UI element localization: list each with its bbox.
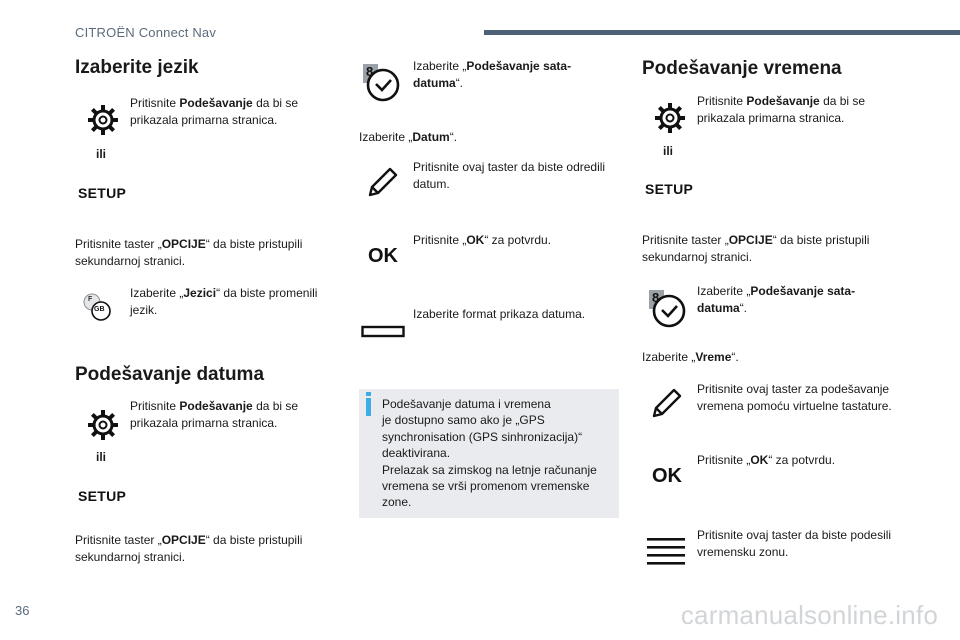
options-text: Pritisnite taster „OPCIJE“ da biste pristupili sekundarnoj stranici. xyxy=(75,533,303,564)
gear-icon xyxy=(86,408,120,442)
watermark: carmanualsonline.info xyxy=(680,600,938,630)
clock-number: 8 xyxy=(652,290,660,305)
gear-icon xyxy=(653,101,687,135)
step-settings-text: Pritisnite Podešavanje da bi se prikazala primarna stranica. xyxy=(697,94,866,125)
step-edit-date-text: Pritisnite ovaj taster da biste odredili datum. xyxy=(413,160,606,191)
step-languages-text: Izaberite „Jezici“ da biste promenili jezik. xyxy=(130,286,318,317)
step-date-text: Izaberite „Datum“. xyxy=(359,130,458,144)
section-title-time: Podešavanje vremena xyxy=(642,58,842,79)
step-time-zone-text: Pritisnite ovaj taster da biste podesili vremensku zonu. xyxy=(697,528,892,559)
or-label: ili xyxy=(96,450,107,464)
flag-gb-label: GB xyxy=(94,306,105,313)
date-format-field-icon xyxy=(361,325,405,339)
info-icon xyxy=(366,398,371,416)
options-text: Pritisnite taster „OPCIJE“ da biste pristupili sekundarnoj stranici. xyxy=(642,233,870,264)
page-number: 36 xyxy=(15,603,30,618)
flag-f-label: F xyxy=(88,296,93,303)
info-note-text: Podešavanje datuma i vremena je dostupno samo ako je „GPS synchronisation (GPS sinhronizacija)“ deaktivirana. Prelazak sa zimskog na letnje računanje vremena se vrši promenom vremenske zone. xyxy=(382,397,597,510)
section-title-date: Podešavanje datuma xyxy=(75,364,265,385)
pencil-icon xyxy=(650,386,684,420)
step-date-format-text: Izaberite format prikaza datuma. xyxy=(413,307,586,321)
pencil-icon xyxy=(366,165,400,199)
ok-button[interactable]: OK xyxy=(368,245,398,267)
setup-button[interactable]: SETUP xyxy=(78,185,127,201)
ok-button[interactable]: OK xyxy=(652,465,682,487)
or-label: ili xyxy=(663,144,674,158)
gear-icon xyxy=(86,103,120,137)
setup-button[interactable]: SETUP xyxy=(78,488,127,504)
step-edit-time-text: Pritisnite ovaj taster za podešavanje vremena pomoću virtuelne tastature. xyxy=(697,382,892,413)
menu-lines-icon xyxy=(646,536,686,566)
step-time-date-text: Izaberite „Podešavanje sata- datuma“. xyxy=(697,284,856,315)
setup-button[interactable]: SETUP xyxy=(645,181,694,197)
options-text: Pritisnite taster „OPCIJE“ da biste pristupili sekundarnoj stranici. xyxy=(75,237,303,268)
step-confirm-text: Pritisnite „OK“ za potvrdu. xyxy=(697,453,836,467)
section-title-language: Izaberite jezik xyxy=(75,57,199,78)
or-label: ili xyxy=(96,147,107,161)
running-header: CITROËN Connect Nav xyxy=(75,25,217,40)
header-bar xyxy=(484,30,960,35)
step-settings-text: Pritisnite Podešavanje da bi se prikazala primarna stranica. xyxy=(130,96,299,127)
step-time-text: Izaberite „Vreme“. xyxy=(642,350,739,364)
step-confirm-text: Pritisnite „OK“ za potvrdu. xyxy=(413,233,552,247)
info-icon-dot xyxy=(366,392,371,396)
clock-number: 8 xyxy=(366,64,374,79)
step-time-date-text: Izaberite „Podešavanje sata- datuma“. xyxy=(413,59,572,90)
step-settings-text: Pritisnite Podešavanje da bi se prikazala primarna stranica. xyxy=(130,399,299,430)
